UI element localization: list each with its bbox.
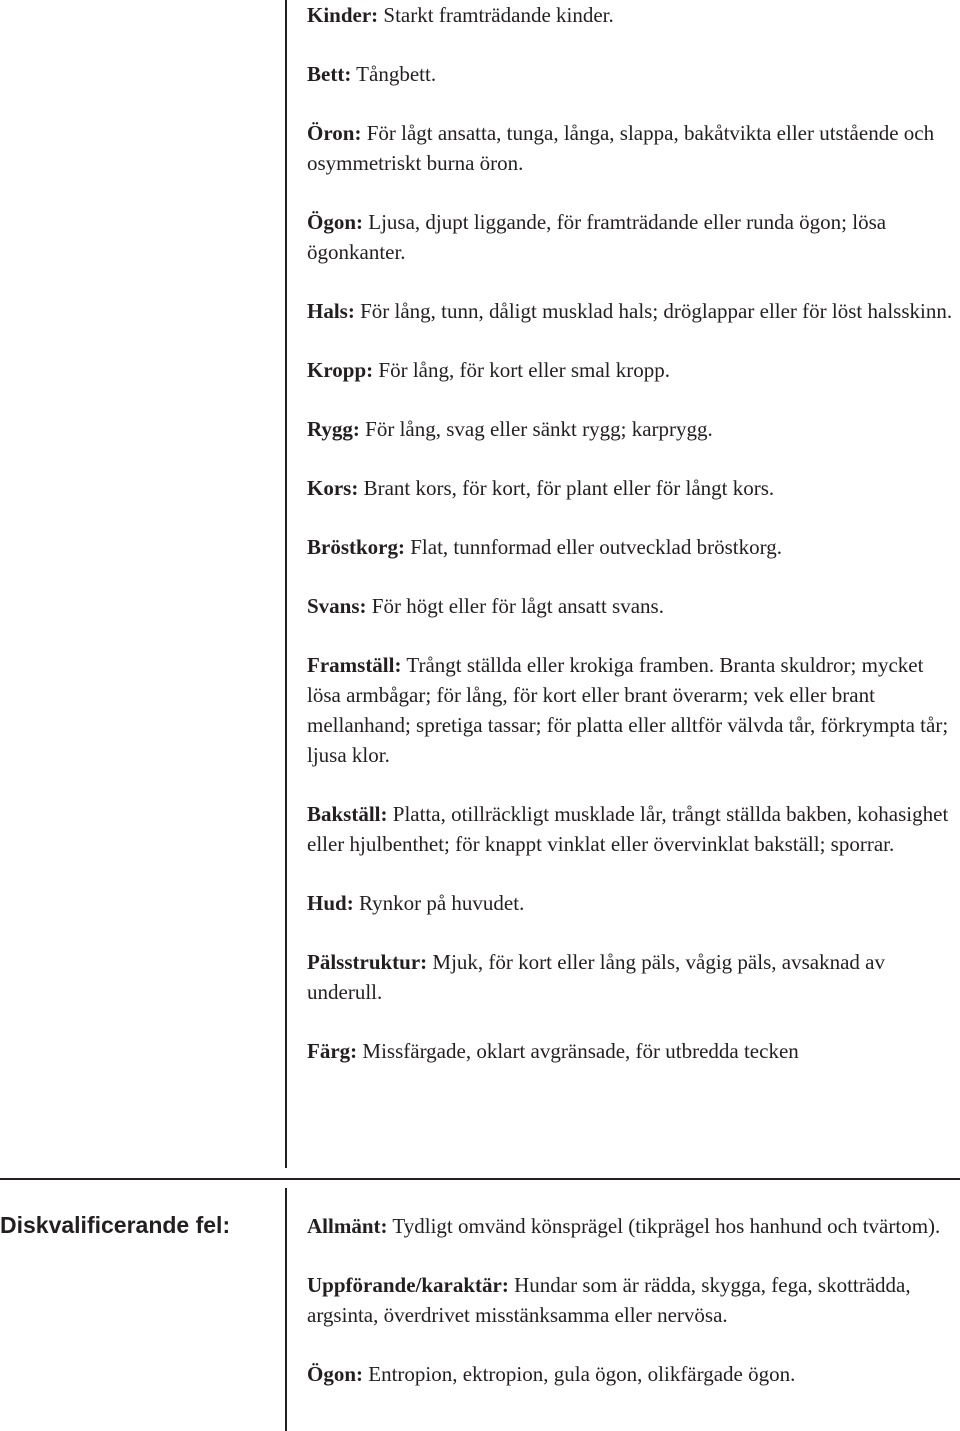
fault-term: Färg:	[307, 1039, 358, 1063]
fault-term: Hals:	[307, 299, 355, 323]
fault-rygg	[307, 414, 957, 444]
fault-term: Pälsstruktur:	[307, 950, 428, 974]
fault-text: För lågt ansatta, tunga, långa, slappa, bakåtvikta eller utstående och osymmetriskt burna öron.	[307, 121, 935, 175]
disq-ogon	[307, 1359, 957, 1389]
fault-text: Tångbett.	[351, 62, 437, 86]
disqualifying-heading: Diskvalificerande fel:	[0, 1212, 231, 1238]
fault-svans	[307, 591, 957, 621]
section-divider	[0, 1178, 960, 1180]
fault-bett	[307, 59, 957, 89]
faults-list	[307, 0, 957, 1095]
fault-term: Svans:	[307, 594, 367, 618]
fault-term: Framställ:	[307, 653, 402, 677]
disq-term: Uppförande/karaktär:	[307, 1273, 509, 1297]
fault-text: Trångt ställda eller krokiga framben. Branta skuldror; mycket lösa armbågar; för lång, för kort eller brant överarm; vek eller brant mellanhand; spretiga tassar; för platta eller alltför välvda tår, förkrympta tår; ljusa klor.	[307, 653, 949, 767]
fault-term: Ögon:	[307, 210, 364, 234]
disq-text: Tydligt omvänd könsprägel (tikprägel hos hanhund och tvärtom).	[387, 1214, 941, 1238]
fault-hud	[307, 888, 957, 918]
sidebar-divider-top	[285, 0, 287, 1168]
fault-term: Kropp:	[307, 358, 374, 382]
fault-kinder	[307, 0, 957, 30]
disq-term: Ögon:	[307, 1362, 364, 1386]
fault-text: Starkt framträdande kinder.	[378, 3, 614, 27]
disq-allmant	[307, 1211, 957, 1241]
fault-bakstall	[307, 799, 957, 859]
fault-brostkorg	[307, 532, 957, 562]
fault-term: Bröstkorg:	[307, 535, 405, 559]
fault-text: För högt eller för lågt ansatt svans.	[366, 594, 664, 618]
fault-farg	[307, 1036, 957, 1066]
fault-text: Flat, tunnformad eller outvecklad bröstkorg.	[405, 535, 782, 559]
fault-term: Kors:	[307, 476, 359, 500]
fault-term: Bett:	[307, 62, 352, 86]
fault-term: Bakställ:	[307, 802, 388, 826]
fault-palsstruktur	[307, 947, 957, 1007]
fault-text: Missfärgade, oklart avgränsade, för utbredda tecken	[357, 1039, 799, 1063]
disq-term: Allmänt:	[307, 1214, 388, 1238]
disqualifying-list	[307, 1211, 957, 1418]
disq-text: Hundar som är rädda, skygga, fega, skotträdda, argsinta, överdrivet misstänksamma eller nervösa.	[307, 1273, 911, 1327]
fault-text: Rynkor på huvudet.	[353, 891, 525, 915]
fault-oron	[307, 118, 957, 178]
disq-uppforande	[307, 1270, 957, 1330]
disq-text: Entropion, ektropion, gula ögon, olikfärgade ögon.	[363, 1362, 796, 1386]
fault-hals	[307, 296, 957, 326]
fault-text: För lång, tunn, dåligt musklad hals; dröglappar eller för löst halsskinn.	[354, 299, 953, 323]
fault-framstall	[307, 650, 957, 770]
fault-text: För lång, för kort eller smal kropp.	[373, 358, 670, 382]
fault-term: Öron:	[307, 121, 362, 145]
fault-text: Brant kors, för kort, för plant eller för långt kors.	[358, 476, 775, 500]
fault-text: Ljusa, djupt liggande, för framträdande eller runda ögon; lösa ögonkanter.	[307, 210, 887, 264]
fault-kropp	[307, 355, 957, 385]
sidebar-divider-bottom	[285, 1188, 287, 1431]
fault-text: För lång, svag eller sänkt rygg; karprygg.	[359, 417, 713, 441]
fault-term: Hud:	[307, 891, 354, 915]
fault-term: Rygg:	[307, 417, 360, 441]
fault-kors	[307, 473, 957, 503]
fault-text: Mjuk, för kort eller lång päls, vågig päls, avsaknad av underull.	[307, 950, 885, 1004]
fault-ogon	[307, 207, 957, 267]
fault-term: Kinder:	[307, 3, 379, 27]
fault-text: Platta, otillräckligt musklade lår, trångt ställda bakben, kohasighet eller hjulbenthet; för knappt vinklat eller övervinklat bakställ; sporrar.	[307, 802, 949, 856]
